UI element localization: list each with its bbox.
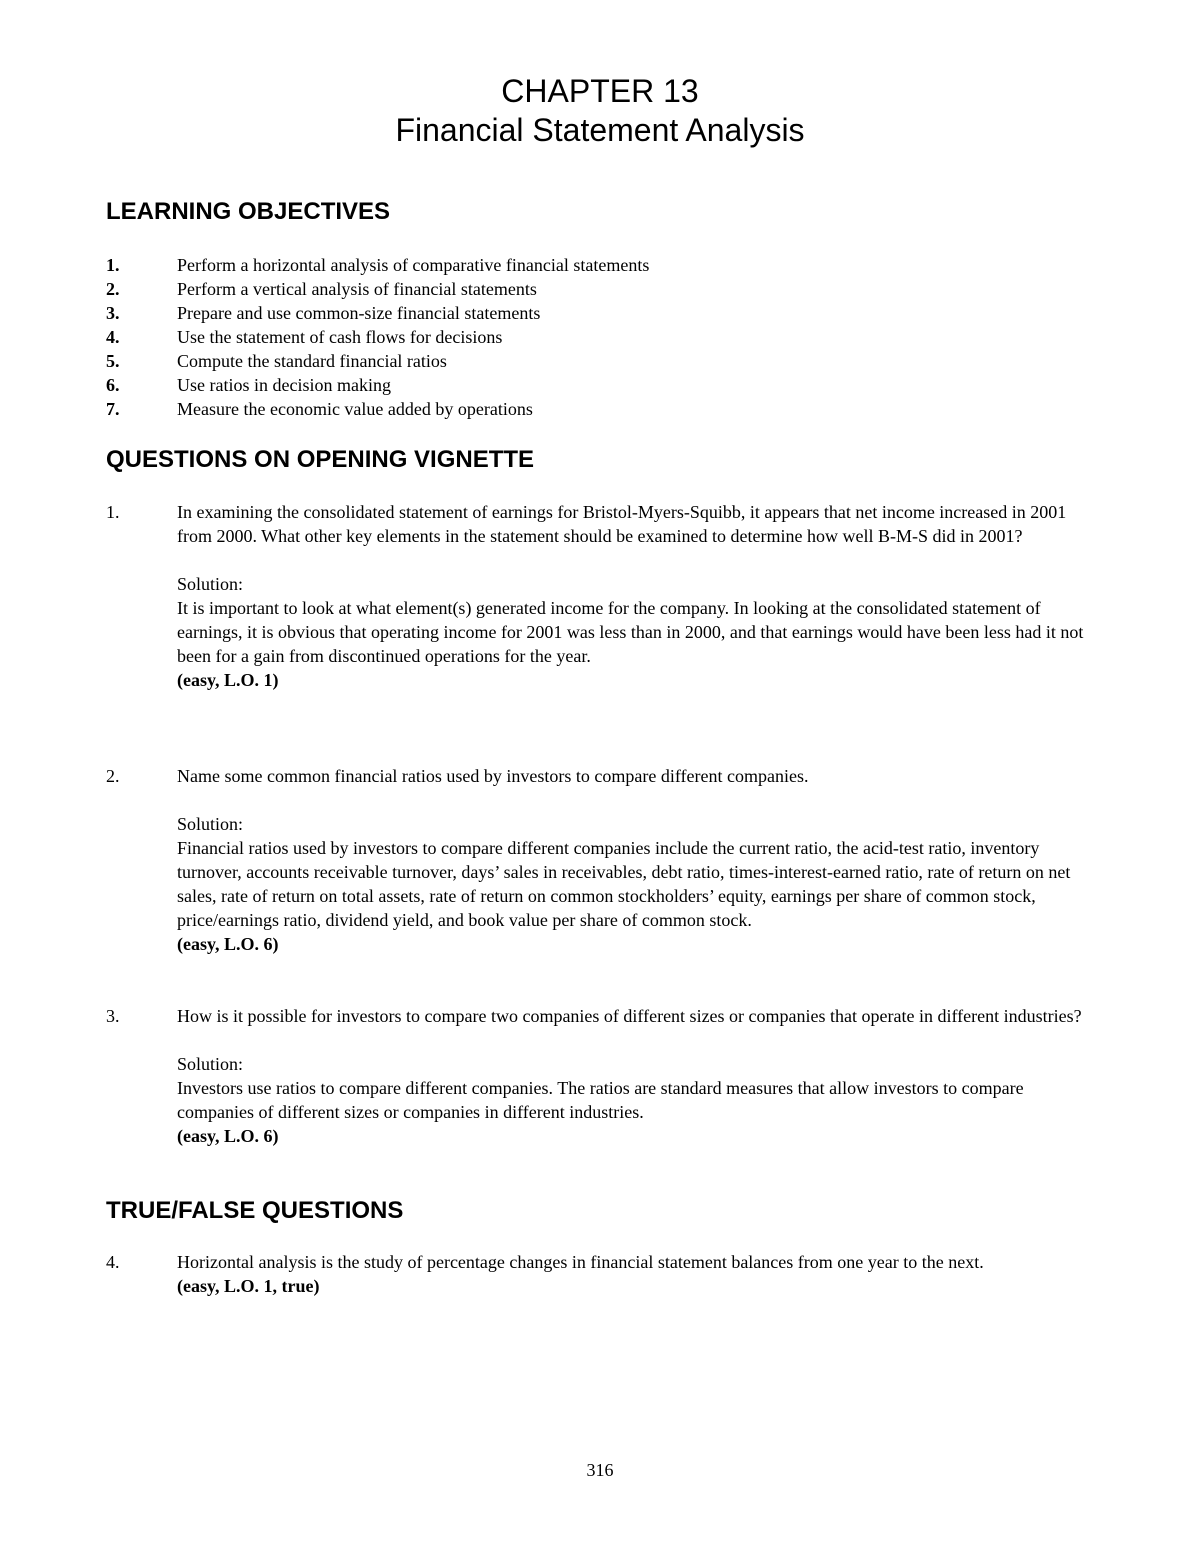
list-item: [106, 301, 1106, 325]
difficulty-tag: (easy, L.O. 6): [177, 1126, 279, 1146]
question-3: [106, 1004, 1106, 1148]
learning-objectives-heading: LEARNING OBJECTIVES: [106, 198, 391, 225]
objective-number: 1.: [106, 255, 120, 275]
objective-number: 6.: [106, 375, 120, 395]
question-1: [106, 500, 1106, 692]
solution-label: Solution:: [177, 1054, 244, 1074]
list-item: [106, 325, 1106, 349]
question-text: In examining the consolidated statement of earnings for Bristol-Myers-Squibb, it appears that net income increased in 2001 from 2000. What other key elements in the statement should be examined to determine how well B-M-S did in 2001?: [177, 502, 1067, 546]
solution-label: Solution:: [177, 814, 244, 834]
question-number: 1.: [106, 502, 120, 522]
list-item: [106, 373, 1106, 397]
objective-number: 5.: [106, 351, 120, 371]
objective-number: 7.: [106, 399, 120, 419]
difficulty-tag: (easy, L.O. 1): [177, 670, 279, 690]
difficulty-tag: (easy, L.O. 6): [177, 934, 279, 954]
question-number: 4.: [106, 1252, 120, 1272]
question-number: 2.: [106, 766, 120, 786]
objective-number: 4.: [106, 327, 120, 347]
chapter-number: CHAPTER 13: [501, 73, 699, 109]
objective-text: Perform a vertical analysis of financial statements: [177, 279, 537, 299]
list-item: [106, 277, 1106, 301]
page-number: 316: [586, 1460, 614, 1480]
solution-text: Investors use ratios to compare different companies. The ratios are standard measures that allow investors to compare companies of different sizes or companies in different industries.: [177, 1078, 1024, 1122]
question-text: How is it possible for investors to compare two companies of different sizes or companies that operate in different industries?: [177, 1006, 1082, 1026]
objective-number: 2.: [106, 279, 120, 299]
vignette-heading: QUESTIONS ON OPENING VIGNETTE: [106, 446, 535, 473]
true-false-heading: TRUE/FALSE QUESTIONS: [106, 1197, 404, 1224]
solution-text: It is important to look at what element(s) generated income for the company. In looking at the consolidated statement of earnings, it is obvious that operating income for 2001 was less than in 2000, and that earnings would have been less had it not been for a gain from discontinued operations for the year.: [177, 598, 1084, 666]
list-item: [106, 349, 1106, 373]
question-text: Horizontal analysis is the study of percentage changes in financial statement balances from one year to the next.: [177, 1252, 984, 1272]
question-4: [106, 1250, 1106, 1298]
objective-text: Perform a horizontal analysis of comparative financial statements: [177, 255, 650, 275]
objective-text: Measure the economic value added by operations: [177, 399, 533, 419]
question-text: Name some common financial ratios used by investors to compare different companies.: [177, 766, 809, 786]
list-item: [106, 397, 1106, 421]
objective-text: Prepare and use common-size financial statements: [177, 303, 541, 323]
chapter-title: Financial Statement Analysis: [395, 112, 805, 148]
question-2: [106, 764, 1106, 956]
solution-text: Financial ratios used by investors to compare different companies include the current ratio, the acid-test ratio, inventory turnover, accounts receivable turnover, days’ sales in receivables, debt ratio, times-interest-earned ratio, rate of return on net sales, rate of return on total assets, rate of return on common stockholders’ equity, earnings per share of common stock, price/earnings ratio, dividend yield, and book value per share of common stock.: [177, 838, 1071, 930]
difficulty-tag: (easy, L.O. 1, true): [177, 1276, 320, 1296]
objective-number: 3.: [106, 303, 120, 323]
learning-objectives-list: [106, 253, 1106, 421]
objective-text: Compute the standard financial ratios: [177, 351, 447, 371]
list-item: [106, 253, 1106, 277]
question-number: 3.: [106, 1006, 120, 1026]
objective-text: Use ratios in decision making: [177, 375, 391, 395]
solution-label: Solution:: [177, 574, 244, 594]
objective-text: Use the statement of cash flows for decisions: [177, 327, 503, 347]
